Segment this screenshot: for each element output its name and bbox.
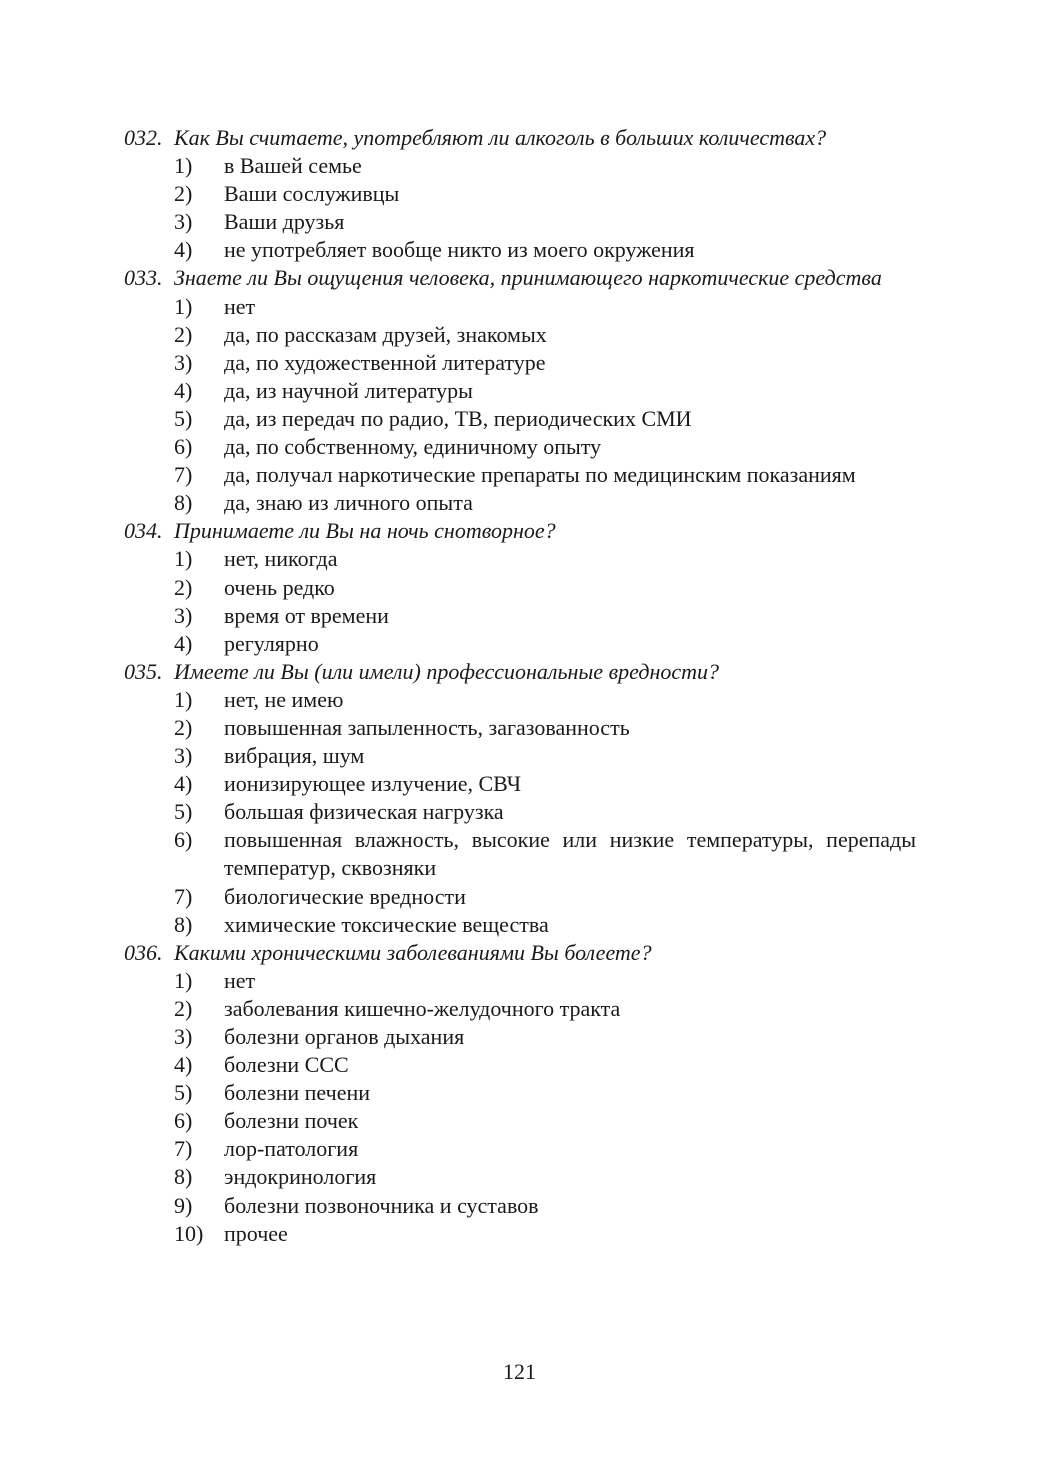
option-number: 8): [174, 1164, 193, 1190]
question-block: [124, 264, 916, 517]
question-block: [124, 658, 916, 939]
answer-option: [124, 742, 916, 770]
option-number: 6): [174, 434, 193, 460]
option-number: 1): [174, 546, 193, 572]
answer-option: [124, 152, 916, 180]
option-text: болезни почек: [224, 1108, 359, 1134]
option-number: 2): [174, 714, 193, 740]
option-text: нет, не имею: [224, 686, 344, 712]
question-number: 033.: [124, 265, 163, 291]
option-number: 1): [174, 153, 193, 179]
answer-option: [124, 630, 916, 658]
question-heading: [124, 264, 916, 292]
answer-option: [124, 321, 916, 349]
answer-option: [124, 236, 916, 264]
question-number: 036.: [124, 939, 163, 965]
answer-options: [124, 686, 916, 939]
option-number: 3): [174, 1024, 193, 1049]
option-text: время от времени: [224, 602, 389, 628]
answer-options: [124, 545, 916, 657]
option-number: 3): [174, 209, 193, 235]
answer-option: [124, 1051, 916, 1079]
option-number: 6): [174, 827, 193, 853]
answer-option: [124, 1192, 916, 1220]
option-text: болезни позвоночника и суставов: [224, 1192, 539, 1218]
option-text: не употребляет вообще никто из моего окружения: [224, 237, 695, 263]
option-text: нет: [224, 967, 256, 993]
question-text: Какими хроническими заболеваниями Вы болеете?: [174, 939, 652, 965]
option-text: очень редко: [224, 574, 335, 600]
option-number: 3): [174, 743, 193, 769]
answer-option: [124, 686, 916, 714]
answer-option: [124, 1220, 916, 1248]
option-text: нет, никогда: [224, 546, 338, 572]
option-text: да, знаю из личного опыта: [224, 490, 473, 516]
option-number: 4): [174, 771, 193, 797]
answer-option: [124, 377, 916, 405]
option-number: 4): [174, 1052, 193, 1078]
option-text: Ваши друзья: [224, 209, 345, 235]
answer-option: [124, 1135, 916, 1163]
option-number: 5): [174, 405, 193, 431]
option-number: 5): [174, 1080, 193, 1106]
option-number: 2): [174, 321, 193, 347]
option-text: прочее: [224, 1220, 288, 1246]
option-text: биологические вредности: [224, 883, 466, 909]
answer-option: [124, 180, 916, 208]
question-block: [124, 124, 916, 264]
answer-option: [124, 433, 916, 461]
question-text: Имеете ли Вы (или имели) профессиональные вредности?: [174, 658, 720, 684]
answer-option: [124, 349, 916, 377]
option-number: 2): [174, 181, 193, 207]
answer-option: [124, 574, 916, 602]
option-number: 4): [174, 630, 193, 656]
questionnaire-content: [124, 124, 916, 1248]
option-text: повышенная запыленность, загазованность: [224, 714, 630, 740]
question-number: 032.: [124, 125, 163, 150]
option-text: вибрация, шум: [224, 743, 365, 769]
option-text: болезни ССС: [224, 1052, 349, 1078]
answer-options: [124, 293, 916, 518]
option-text: заболевания кишечно-желудочного тракта: [224, 995, 621, 1021]
option-text: повышенная влажность, высокие или низкие температуры, перепады температур, сквозняки: [224, 827, 916, 881]
answer-options: [124, 967, 916, 1248]
option-text: ионизирующее излучение, СВЧ: [224, 771, 522, 797]
answer-option: [124, 602, 916, 630]
option-text: да, из научной литературы: [224, 377, 473, 403]
answer-option: [124, 883, 916, 911]
option-number: 8): [174, 911, 193, 937]
question-block: [124, 517, 916, 657]
option-text: большая физическая нагрузка: [224, 799, 504, 825]
question-heading: [124, 658, 916, 686]
page-number: 121: [503, 1359, 536, 1384]
option-number: 9): [174, 1192, 193, 1218]
answer-option: [124, 770, 916, 798]
option-number: 5): [174, 799, 193, 825]
option-text: лор-патология: [224, 1136, 359, 1162]
option-number: 2): [174, 574, 193, 600]
answer-option: [124, 1163, 916, 1191]
option-text: да, по художественной литературе: [224, 349, 546, 375]
option-number: 10): [174, 1220, 204, 1246]
answer-option: [124, 995, 916, 1023]
question-number: 034.: [124, 518, 163, 544]
option-number: 3): [174, 349, 193, 375]
option-number: 1): [174, 293, 193, 319]
option-text: регулярно: [224, 630, 319, 656]
answer-option: [124, 489, 916, 517]
option-number: 2): [174, 995, 193, 1021]
option-number: 4): [174, 237, 193, 263]
option-number: 3): [174, 602, 193, 628]
option-number: 1): [174, 967, 193, 993]
answer-option: [124, 545, 916, 573]
option-text: болезни печени: [224, 1080, 371, 1106]
answer-option: [124, 293, 916, 321]
answer-option: [124, 461, 916, 489]
option-text: да, из передач по радио, ТВ, периодических СМИ: [224, 405, 692, 431]
option-text: нет: [224, 293, 256, 319]
question-heading: [124, 939, 916, 967]
option-text: болезни органов дыхания: [224, 1024, 465, 1049]
question-text: Принимаете ли Вы на ночь снотворное?: [174, 518, 556, 544]
option-text: да, по рассказам друзей, знакомых: [224, 321, 547, 347]
answer-option: [124, 798, 916, 826]
answer-option: [124, 1079, 916, 1107]
option-number: 6): [174, 1108, 193, 1134]
option-number: 8): [174, 490, 193, 516]
answer-option: [124, 405, 916, 433]
option-text: Ваши сослуживцы: [224, 181, 400, 207]
option-number: 7): [174, 883, 193, 909]
option-text: да, получал наркотические препараты по медицинским показаниям: [224, 462, 856, 488]
answer-option: [124, 1107, 916, 1135]
question-text: Знаете ли Вы ощущения человека, принимающего наркотические средства: [174, 265, 882, 291]
answer-option: [124, 1023, 916, 1051]
answer-option: [124, 208, 916, 236]
option-number: 7): [174, 462, 193, 488]
option-text: химические токсические вещества: [224, 911, 549, 937]
question-block: [124, 939, 916, 1248]
option-text: эндокринология: [224, 1164, 377, 1190]
answer-option: [124, 714, 916, 742]
question-text: Как Вы считаете, употребляют ли алкоголь в больших количествах?: [174, 125, 827, 150]
option-number: 7): [174, 1136, 193, 1162]
question-heading: [124, 517, 916, 545]
option-number: 1): [174, 686, 193, 712]
question-number: 035.: [124, 658, 163, 684]
answer-options: [124, 152, 916, 264]
option-number: 4): [174, 377, 193, 403]
answer-option: [124, 911, 916, 939]
answer-option: [124, 826, 916, 882]
option-text: да, по собственному, единичному опыту: [224, 434, 602, 460]
option-text: в Вашей семье: [224, 153, 362, 179]
question-heading: [124, 124, 916, 152]
answer-option: [124, 967, 916, 995]
